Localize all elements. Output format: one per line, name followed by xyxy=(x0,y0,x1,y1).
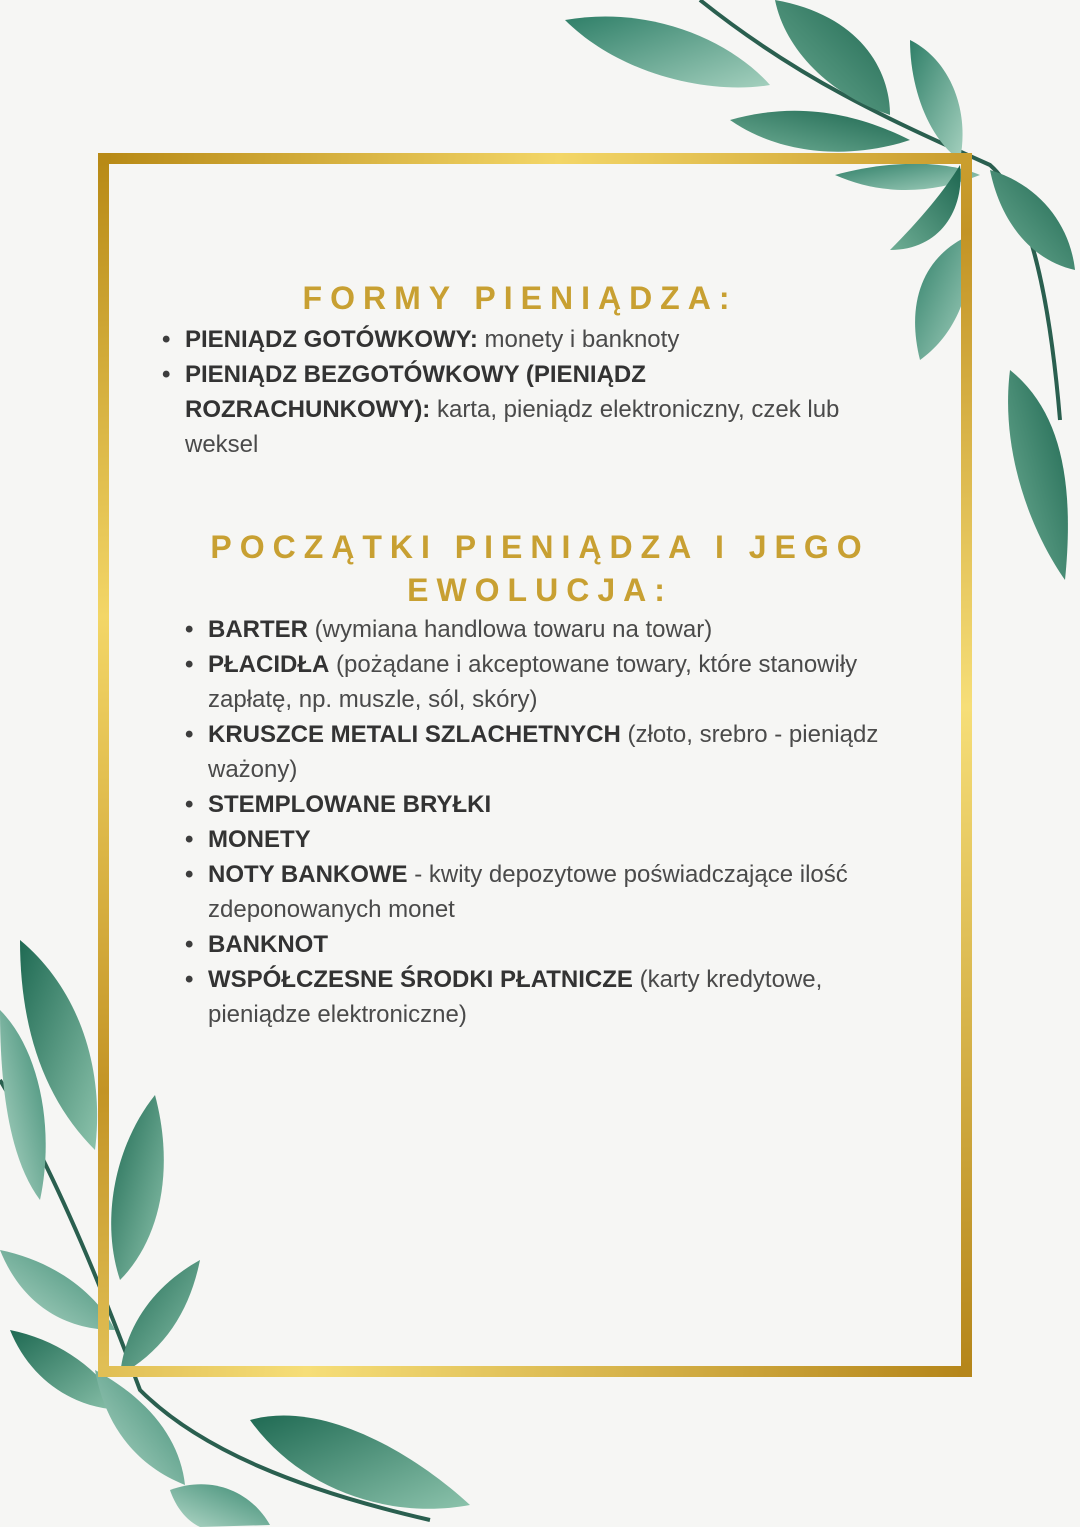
item-term: BARTER xyxy=(208,616,308,643)
item-term: KRUSZCE METALI SZLACHETNYCH xyxy=(208,721,621,748)
list-item xyxy=(185,962,925,1032)
section2-title-line1: POCZĄTKI PIENIĄDZA I JEGO xyxy=(210,529,870,565)
item-desc: (wymiana handlowa towaru na towar) xyxy=(308,616,713,643)
item-desc: - kwity depozytowe poświadczające ilość zdeponowanych monet xyxy=(208,861,848,923)
item-term: STEMPLOWANE BRYŁKI xyxy=(208,791,492,818)
list-item xyxy=(185,927,925,962)
money-forms-list xyxy=(162,322,862,462)
item-term: PIENIĄDZ BEZGOTÓWKOWY (PIENIĄDZ ROZRACHUNKOWY): xyxy=(185,361,646,423)
item-desc: karta, pieniądz elektroniczny, czek lub weksel xyxy=(185,396,840,458)
item-desc: (złoto, srebro - pieniądz ważony) xyxy=(208,721,879,783)
item-term: PIENIĄDZ GOTÓWKOWY: xyxy=(185,326,478,353)
list-item xyxy=(185,857,925,927)
list-item xyxy=(185,717,925,787)
list-item xyxy=(185,822,925,857)
item-desc: monety i banknoty xyxy=(477,326,680,353)
list-item xyxy=(185,787,925,822)
item-term: NOTY BANKOWE xyxy=(208,861,408,888)
item-desc: (pożądane i akceptowane towary, które stanowiły zapłatę, np. muszle, sól, skóry) xyxy=(208,651,858,713)
section2-title xyxy=(190,526,890,612)
list-item xyxy=(162,357,862,462)
section2-title-line2: EWOLUCJA: xyxy=(407,572,673,608)
list-item xyxy=(162,322,862,357)
section1-title: FORMY PIENIĄDZA: xyxy=(302,280,738,316)
money-evolution-list xyxy=(185,612,925,1032)
item-desc: (karty kredytowe, pieniądze elektroniczne) xyxy=(208,966,823,1028)
item-term: WSPÓŁCZESNE ŚRODKI PŁATNICZE xyxy=(208,966,633,993)
item-term: BANKNOT xyxy=(208,931,328,958)
item-term: MONETY xyxy=(208,826,311,853)
item-term: PŁACIDŁA xyxy=(208,651,330,678)
list-item xyxy=(185,647,925,717)
list-item xyxy=(185,612,925,647)
